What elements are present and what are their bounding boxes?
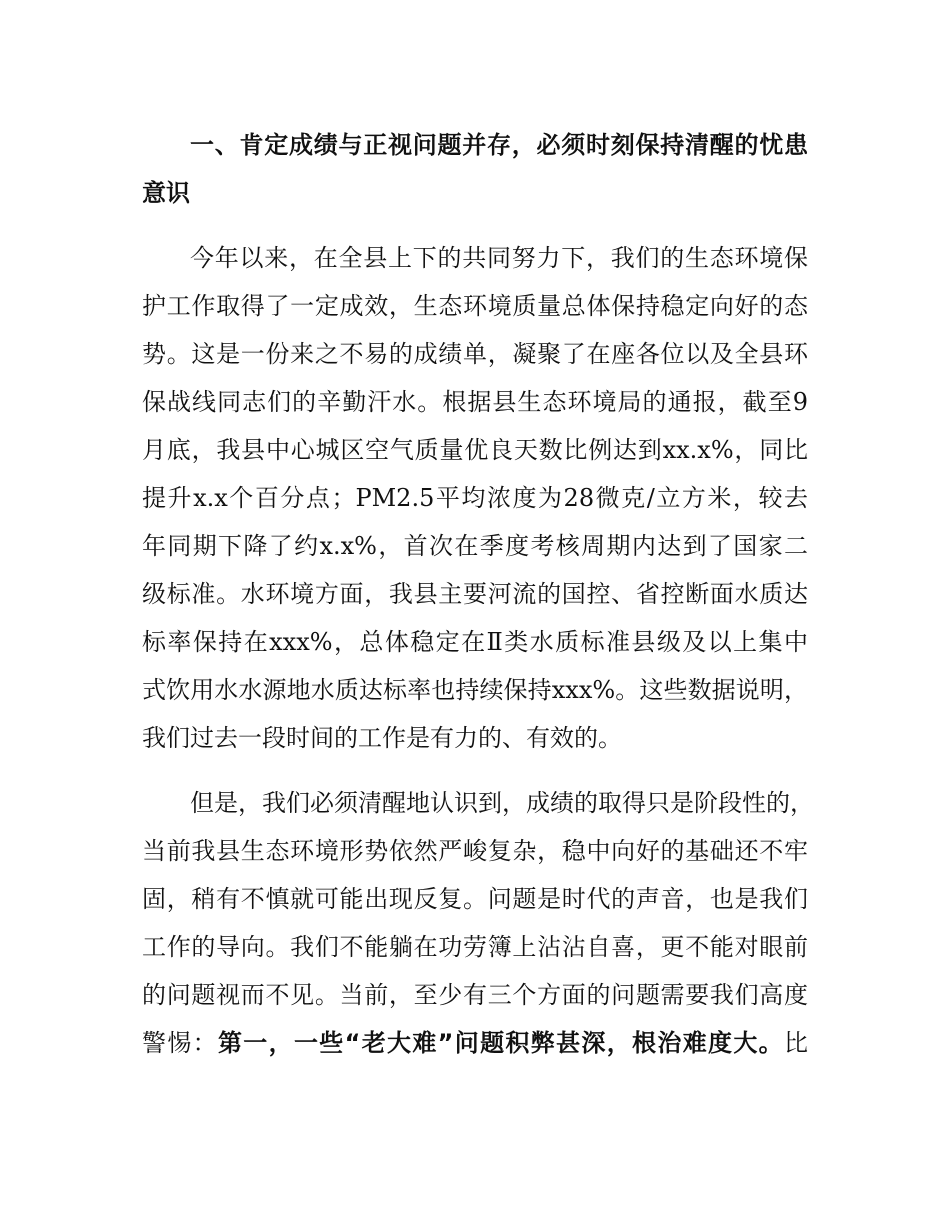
bold-point-one: 第一，一些“老大难”问题积弊甚深，根治难度大。 (217, 1029, 785, 1057)
paragraph-line: 我们过去一段时间的工作是有力的、有效的。 (142, 724, 622, 752)
section-heading (142, 121, 808, 217)
paragraph-line (142, 1019, 808, 1067)
paragraph-line: 级标准。水环境方面，我县主要河流的国控、省控断面水质达 (142, 580, 808, 608)
paragraph-line: 标率保持在xxx%，总体稳定在Ⅱ类水质标准县级及以上集中 (142, 628, 808, 656)
line-prefix: 警惕： (142, 1029, 218, 1057)
paragraph-line: 势。这是一份来之不易的成绩单，凝聚了在座各位以及全县环 (142, 340, 808, 368)
paragraph-line: 当前我县生态环境形势依然严峻复杂，稳中向好的基础还不牢 (142, 837, 808, 865)
paragraph-line: 工作的导向。我们不能躺在功劳簿上沾沾自喜，更不能对眼前 (142, 933, 808, 961)
paragraph-line: 的问题视而不见。当前，至少有三个方面的问题需要我们高度 (142, 981, 808, 1009)
heading-line: 意识 (142, 179, 190, 207)
paragraph-line: 但是，我们必须清醒地认识到，成绩的取得只是阶段性的， (190, 789, 814, 817)
line-suffix: 比 (784, 1029, 809, 1057)
paragraph-line: 护工作取得了一定成效，生态环境质量总体保持稳定向好的态 (142, 292, 808, 320)
heading-line: 一、肯定成绩与正视问题并存，必须时刻保持清醒的忧患 (190, 131, 808, 159)
paragraph-line: 固，稍有不慎就可能出现反复。问题是时代的声音，也是我们 (142, 885, 808, 913)
paragraph-achievements (142, 234, 808, 762)
paragraph-line: 今年以来，在全县上下的共同努力下，我们的生态环境保 (190, 244, 808, 272)
paragraph-line: 保战线同志们的辛勤汗水。根据县生态环境局的通报，截至9 (142, 388, 808, 416)
paragraph-line: 年同期下降了约x.x%，首次在季度考核周期内达到了国家二 (142, 532, 808, 560)
paragraph-line: 月底，我县中心城区空气质量优良天数比例达到xx.x%，同比 (142, 436, 808, 464)
paragraph-line: 提升x.x个百分点；PM2.5平均浓度为28微克/立方米，较去 (142, 484, 808, 512)
paragraph-line: 式饮用水水源地水质达标率也持续保持xxx%。这些数据说明， (142, 676, 808, 704)
document-page (142, 121, 814, 1067)
paragraph-problems (142, 779, 814, 1067)
